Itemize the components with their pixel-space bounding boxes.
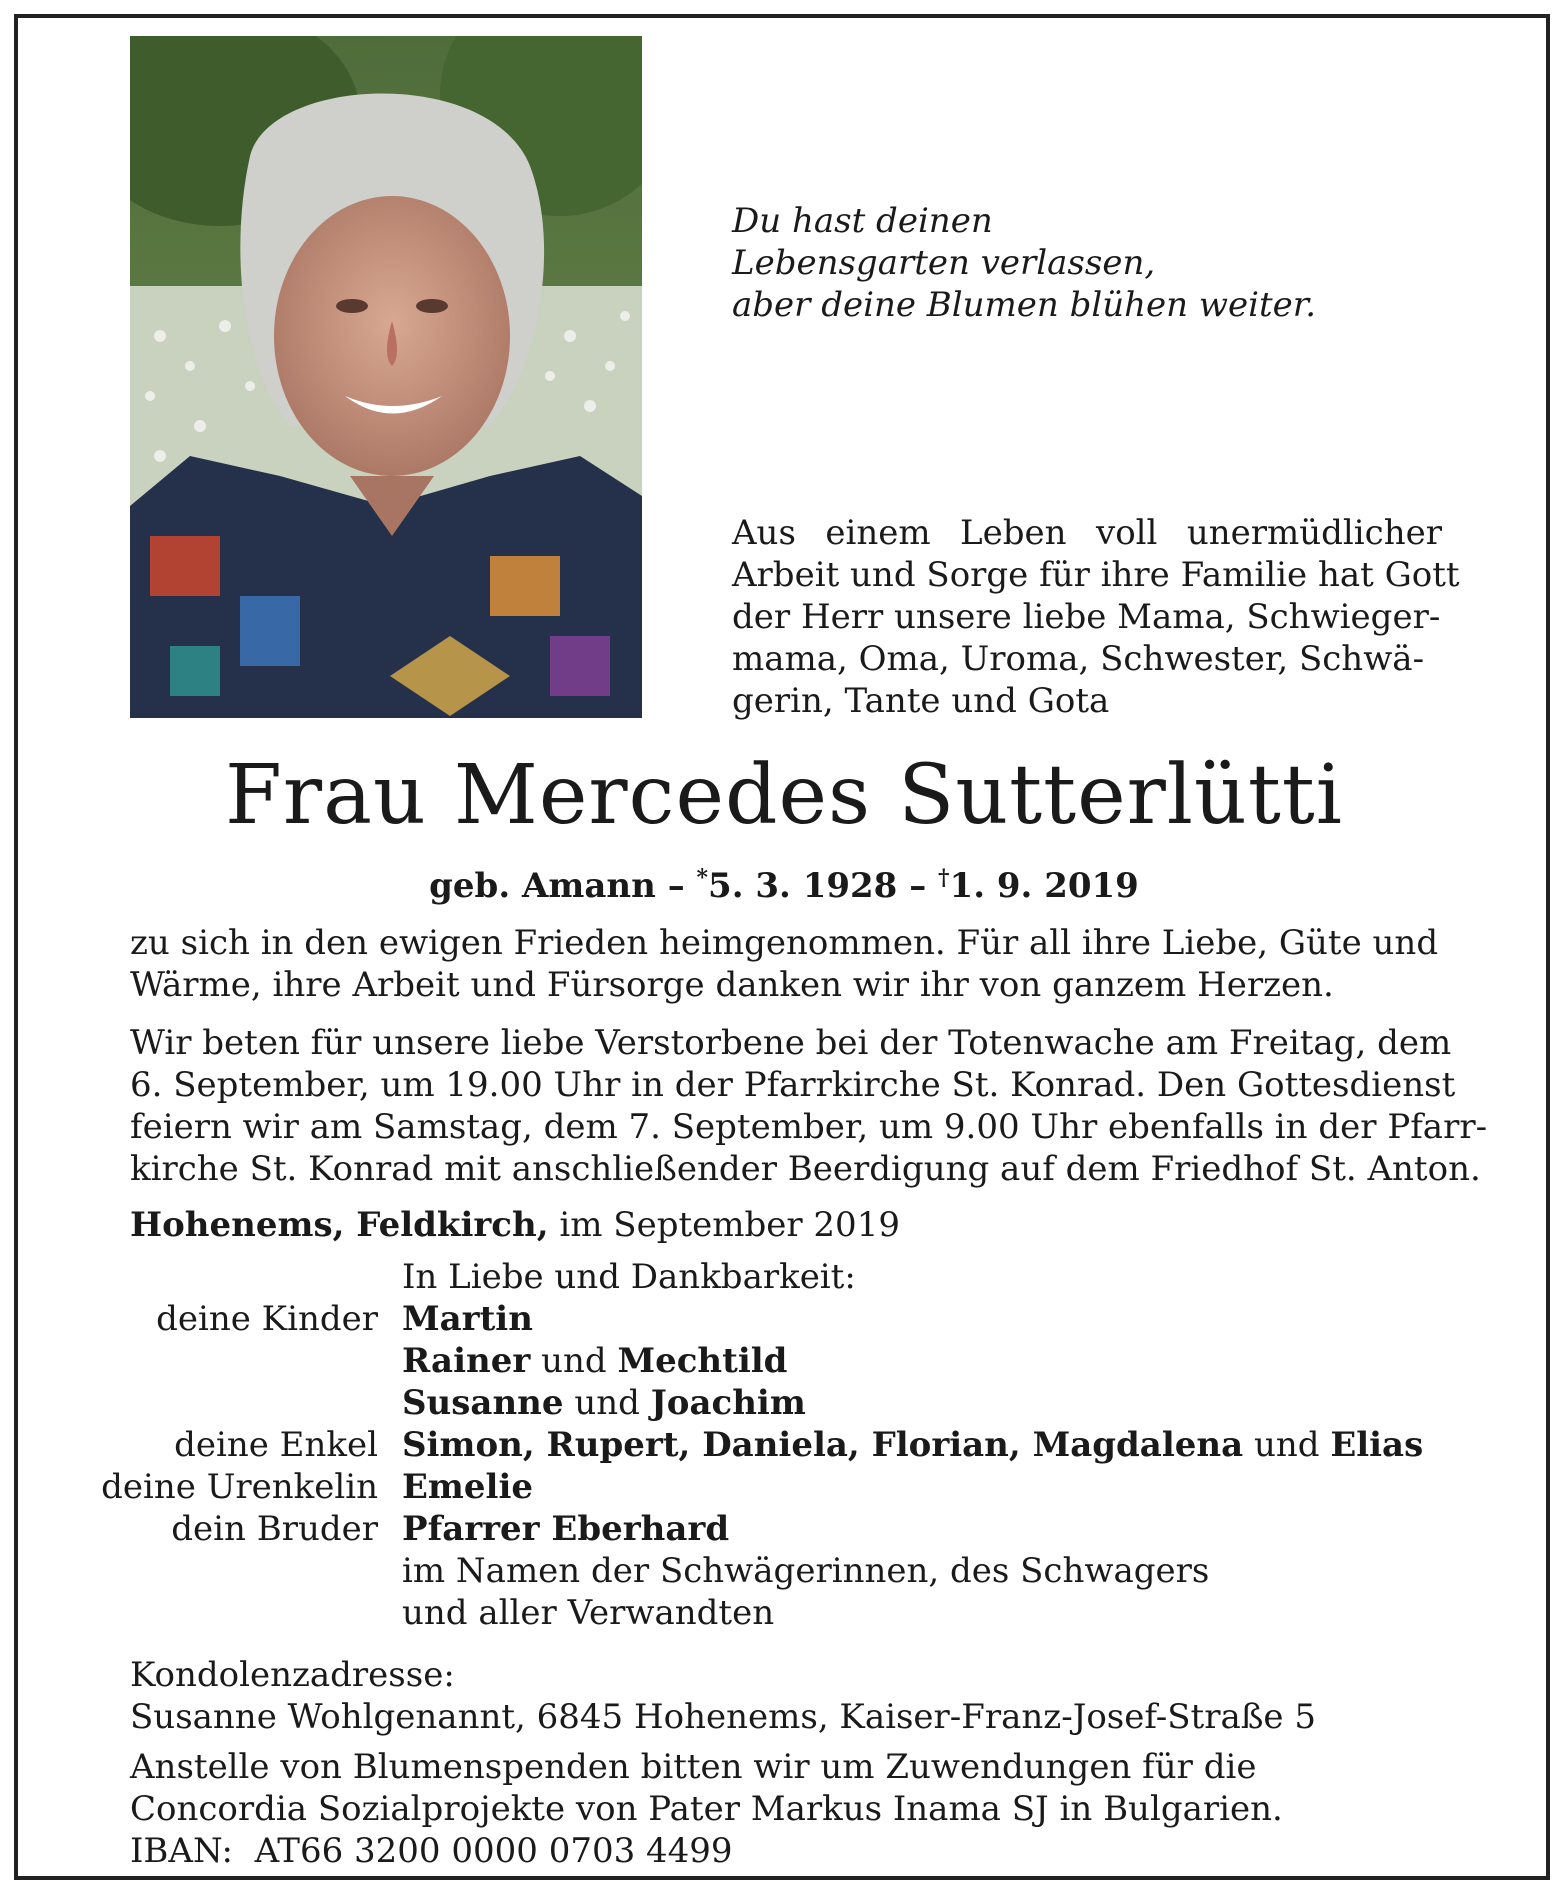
grandchildren-row: [100, 1424, 1520, 1466]
paragraph-line: kirche St. Konrad mit anschließender Beerdigung auf dem Friedhof St. Anton.: [130, 1149, 1481, 1189]
signers-list: [100, 1256, 1520, 1634]
signers-intro-row: [100, 1256, 1520, 1298]
grandchildren-names: Simon, Rupert, Daniela, Florian, Magdalena: [402, 1425, 1244, 1465]
life-dates: [0, 856, 1568, 908]
donation-text: Anstelle von Blumenspenden bitten wir um Zuwendungen für die: [130, 1747, 1257, 1787]
portrait-illustration: [130, 36, 642, 718]
signers-intro: In Liebe und Dankbarkeit:: [402, 1257, 856, 1297]
paragraph-line: zu sich in den ewigen Frieden heimgenommen. Für all ihre Liebe, Güte und: [130, 923, 1439, 963]
quote-line: Du hast deinen: [732, 201, 993, 241]
and-word: und: [1253, 1425, 1320, 1465]
paragraph-line: feiern wir am Samstag, dem 7. September, um 9.00 Uhr ebenfalls in der Pfarr-: [130, 1107, 1488, 1147]
children-row: [100, 1340, 1520, 1382]
quote-verse: [732, 200, 1472, 326]
deceased-name: Frau Mercedes Sutterlütti: [225, 748, 1343, 843]
greatgrandchild-row: [100, 1466, 1520, 1508]
footer-info: [130, 1654, 1430, 1872]
thanks-paragraph: [130, 922, 1440, 1006]
intro-line: gerin, Tante und Gota: [732, 681, 1110, 721]
and-word: und: [541, 1341, 607, 1381]
relatives-text: und aller Verwandten: [402, 1593, 775, 1633]
relatives-row: [100, 1592, 1520, 1634]
children-row: [100, 1298, 1520, 1340]
quote-line: aber deine Blumen blühen weiter.: [732, 285, 1317, 325]
child-name: Rainer: [402, 1341, 531, 1381]
children-row: [100, 1382, 1520, 1424]
birth-name: geb. Amann: [429, 866, 656, 906]
place-names: Hohenems, Feldkirch,: [130, 1205, 549, 1245]
brother-name: Pfarrer Eberhard: [402, 1509, 730, 1549]
iban: IBAN: AT66 3200 0000 0703 4499: [130, 1831, 733, 1871]
grandchildren-label: deine Enkel: [174, 1425, 378, 1465]
intro-line: Arbeit und Sorge für ihre Familie hat Gott: [732, 555, 1460, 595]
intro-line: Aus einem Leben voll unermüdlicher: [732, 513, 1442, 553]
brother-row: [100, 1508, 1520, 1550]
month-year: im September 2019: [559, 1205, 900, 1245]
grandchild-name: Elias: [1330, 1425, 1424, 1465]
children-label: deine Kinder: [156, 1299, 378, 1339]
relatives-row: [100, 1550, 1520, 1592]
donation-text: Concordia Sozialprojekte von Pater Markus Inama SJ in Bulgarien.: [130, 1789, 1283, 1829]
child-name: Martin: [402, 1299, 533, 1339]
and-word: und: [574, 1383, 640, 1423]
place-date-line: [130, 1204, 900, 1246]
intro-paragraph: [732, 512, 1460, 722]
intro-line: der Herr unsere liebe Mama, Schwieger-: [732, 597, 1441, 637]
child-name: Susanne: [402, 1383, 564, 1423]
death-symbol: †: [938, 865, 950, 891]
intro-line: mama, Oma, Uroma, Schwester, Schwä-: [732, 639, 1425, 679]
date-separator: –: [667, 866, 685, 906]
greatgrandchild-name: Emelie: [402, 1467, 533, 1507]
paragraph-line: Wir beten für unsere liebe Verstorbene bei der Totenwache am Freitag, dem: [130, 1023, 1452, 1063]
quote-line: Lebensgarten verlassen,: [732, 243, 1156, 283]
greatgrandchild-label: deine Urenkelin: [101, 1467, 378, 1507]
paragraph-line: Wärme, ihre Arbeit und Fürsorge danken wir ihr von ganzem Herzen.: [130, 965, 1334, 1005]
birth-symbol: *: [696, 865, 709, 891]
service-paragraph: [130, 1022, 1488, 1190]
condolence-label: Kondolenzadresse:: [130, 1655, 455, 1695]
death-date: 1. 9. 2019: [949, 866, 1139, 906]
birth-date: 5. 3. 1928: [708, 866, 898, 906]
partner-name: Mechtild: [617, 1341, 788, 1381]
date-separator: –: [909, 866, 927, 906]
portrait-photo: [130, 36, 642, 718]
brother-label: dein Bruder: [171, 1509, 378, 1549]
paragraph-line: 6. September, um 19.00 Uhr in der Pfarrkirche St. Konrad. Den Gottesdienst: [130, 1065, 1456, 1105]
relatives-text: im Namen der Schwägerinnen, des Schwagers: [402, 1551, 1210, 1591]
condolence-address: Susanne Wohlgenannt, 6845 Hohenems, Kaiser-Franz-Josef-Straße 5: [130, 1697, 1316, 1737]
partner-name: Joachim: [650, 1383, 806, 1423]
